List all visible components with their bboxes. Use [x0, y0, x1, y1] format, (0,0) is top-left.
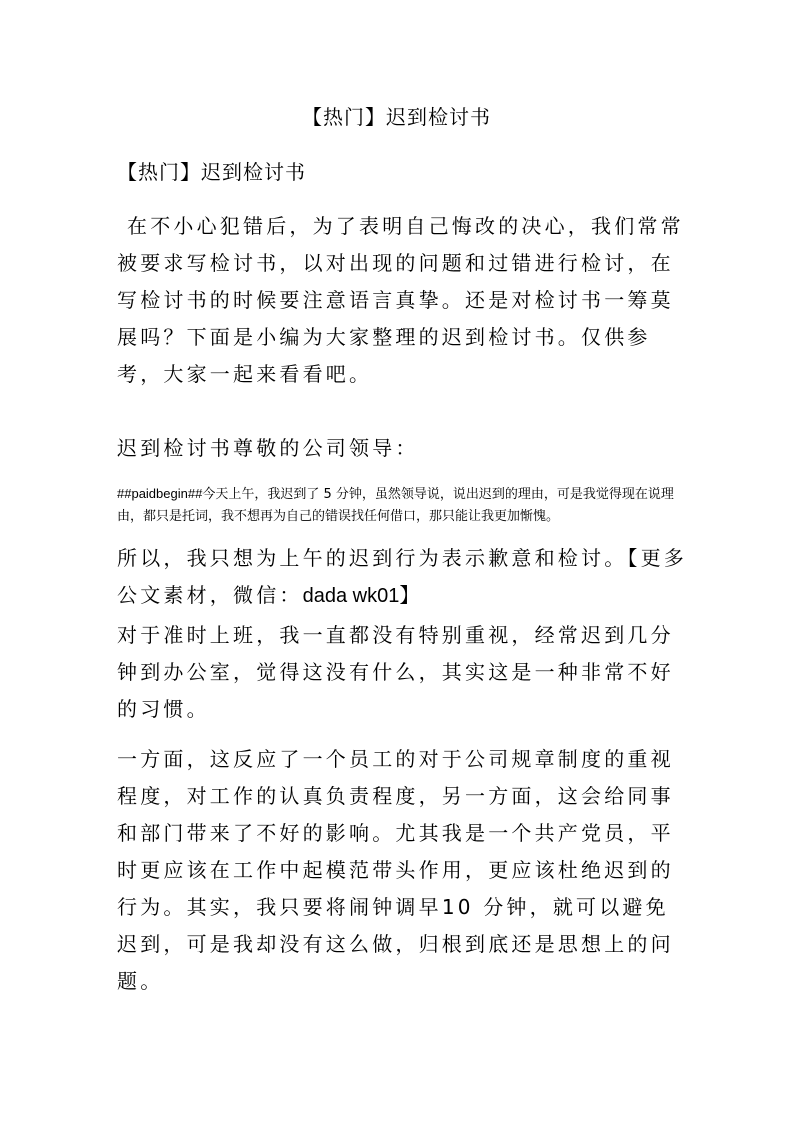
apology-paragraph: [117, 540, 687, 615]
apology-text: 所以，我只想为上午的迟到行为表示歉意和检讨。【更多公文素材，微信：: [117, 546, 687, 607]
reflection-text-end: 分钟，就可以避免迟到，可是我却没有这么做，归根到底还是思想上的问题。: [117, 895, 674, 993]
salutation-paragraph: 迟到检讨书尊敬的公司领导：: [117, 436, 419, 460]
reflection-number: 10: [441, 895, 474, 919]
reflection-text-start: 一方面，这反应了一个员工的对于公司规章制度的重视程度，对工作的认真负责程度，另一方面，这会给同事和部门带来了不好的影响。尤其我是一个共产党员，平时更应该在工作中起模范带头作用，更应该杜绝迟到的行为。其实，我只要将闹钟调早: [117, 747, 674, 919]
document-subtitle: 【热门】迟到检讨书: [117, 160, 306, 184]
small-text-paragraph: [117, 483, 687, 528]
apology-closing-bracket: 】: [399, 583, 423, 607]
intro-paragraph: 在不小心犯错后，为了表明自己悔改的决心，我们常常被要求写检讨书，以对出现的问题和过错进行检讨，在写检讨书的时候要注意语言真挚。还是对检讨书一筹莫展吗？下面是小编为大家整理的迟到检讨书。仅供参考，大家一起来看看吧。: [117, 214, 684, 386]
reflection-paragraph: [117, 741, 687, 1000]
habit-paragraph: 对于准时上班，我一直都没有特别重视，经常迟到几分钟到办公室，觉得这没有什么，其实这是一种非常不好的习惯。: [117, 623, 674, 721]
document-title: 【热门】迟到检讨书: [302, 105, 491, 129]
small-text-body: 今天上午，我迟到了 5 分钟，虽然领导说，说出迟到的理由，可是我觉得现在说理由，都只是托词，我不想再为自己的错误找任何借口，那只能让我更加惭愧。: [117, 487, 674, 524]
wechat-id: dada wk01: [302, 585, 400, 607]
paid-marker: ##paidbegin##: [117, 486, 203, 501]
